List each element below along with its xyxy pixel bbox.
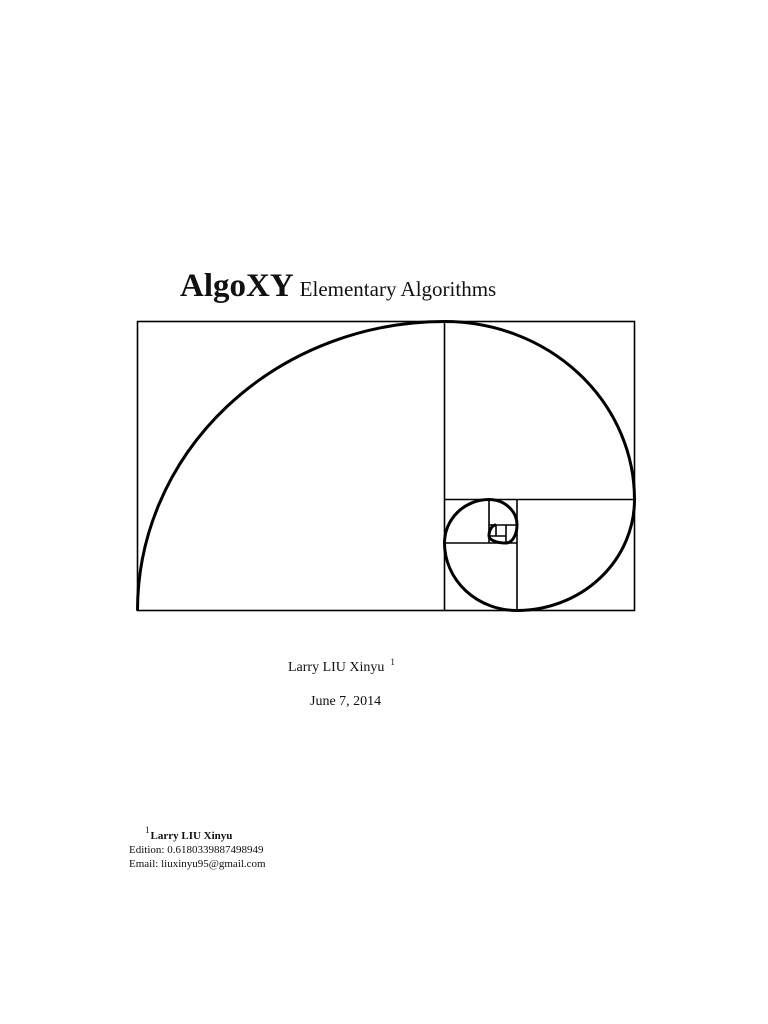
golden-spiral-figure xyxy=(130,314,642,623)
footnote-name: Larry LIU Xinyu xyxy=(150,830,233,842)
footnote-name-line xyxy=(129,823,266,843)
spiral-curve xyxy=(138,322,635,611)
author-footnote-mark: 1 xyxy=(390,657,395,667)
author-name: Larry LIU Xinyu xyxy=(288,660,385,675)
footnote xyxy=(129,823,266,871)
golden-spiral-icon xyxy=(130,314,642,619)
author-line xyxy=(288,657,395,676)
title-subtitle: Elementary Algorithms xyxy=(299,277,497,301)
document-title xyxy=(180,270,496,303)
footnote-mark: 1 xyxy=(145,825,150,835)
footnote-email: Email: liuxinyu95@gmail.com xyxy=(129,858,266,870)
document-date: June 7, 2014 xyxy=(310,694,382,709)
title-main: AlgoXY xyxy=(180,268,294,304)
outer-rectangle xyxy=(138,322,635,611)
footnote-edition: Edition: 0.6180339887498949 xyxy=(129,844,264,856)
